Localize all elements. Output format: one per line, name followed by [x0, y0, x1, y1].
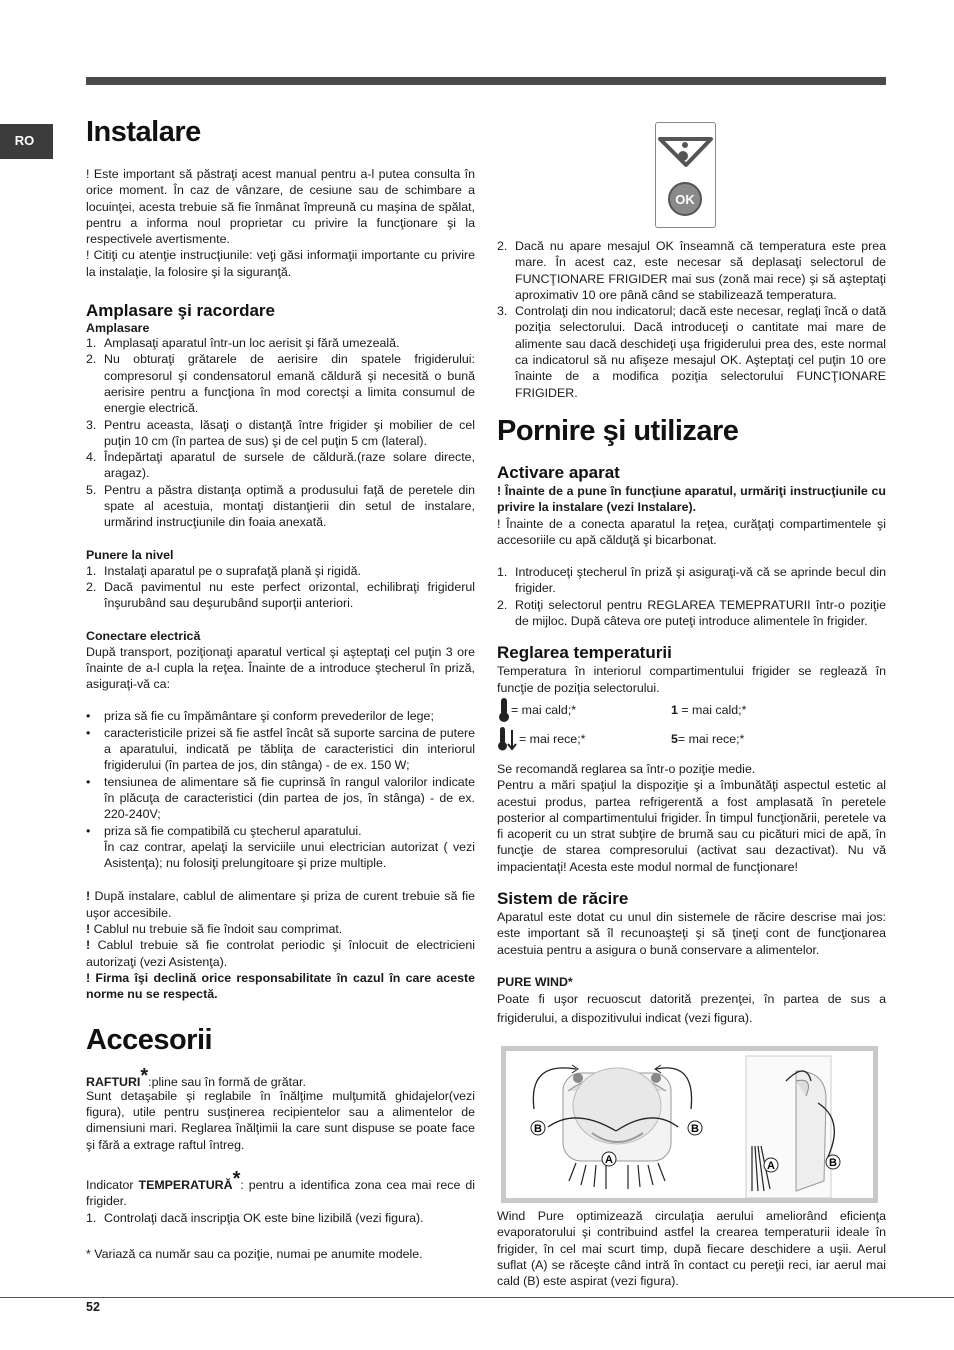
- temp-row-cold: [497, 725, 886, 754]
- warning-2: ! Cablul nu trebuie să fie îndoit sau comprimat.: [86, 921, 343, 936]
- label-a: A: [767, 1160, 775, 1172]
- air-flow-diagram: [506, 1051, 873, 1198]
- pure-wind-figure: [501, 1046, 878, 1203]
- list-item: 3. Pentru aceasta, lăsaţi o distanţă între frigider şi mobilier de cel puţin 10 cm (în partea de sus) şi de cel puţin 5 cm (lateral).: [86, 417, 475, 448]
- section-title-accesorii: Accesorii: [86, 1024, 475, 1058]
- rafturi-line: RAFTURI*:pline sau în formă de grătar.: [86, 1065, 306, 1090]
- pure-wind-paragraph: Poate fi uşor recuoscut datorită prezenţei, în partea de sus a frigiderului, a dispozitivului indicat (vezi figura).: [497, 991, 886, 1025]
- temp-setting-5: 5= mai rece;*: [671, 732, 745, 747]
- section-title-instalare: Instalare: [86, 116, 475, 150]
- list-item: • priza să fie compatibilă cu ştecherul aparatului.: [86, 823, 362, 838]
- list-item: • tensiunea de alimentare să fie cuprinsă în rangul valorilor indicate în plăcuţa de caracteristici (din partea de jos, în stânga) - de ex. 220-240V;: [86, 774, 475, 822]
- electric-bullet-list: [86, 708, 475, 871]
- sistem-paragraph: Aparatul este dotat cu unul din sistemele de răcire descrise mai jos: este important să îl recunoaşteţi şi să ţineţi cont de funcţionarea acestuia pentru a asigura o bună conservare a alimentelor.: [497, 910, 886, 957]
- list-item: 2. Rotiţi selectorul pentru REGLAREA TEMEPRATURII într-o poziţie de mijloc. După câteva ore puteţi introduce alimentele în frigider.: [497, 597, 886, 629]
- language-tab: RO: [0, 124, 53, 159]
- rafturi-paragraph: Sunt detaşabile şi reglabile în înălţime mulţumită ghidajelor(vezi figura), utile pentru susţinerea recipientelor sau a alimentelor de dimensiuni mari. Reglarea înălţimii la care sunt dispuse se poate face şi fără a extrage raftul întreg.: [86, 1088, 475, 1152]
- section-title-pornire: Pornire şi utilizare: [497, 415, 886, 449]
- heading-amplasare-racordare: Amplasare şi racordare: [86, 301, 275, 321]
- page-number: 52: [86, 1300, 100, 1314]
- list-item: 3. Controlaţi din nou indicatorul; dacă este necesar, reglaţi încă o dată poziţia selectorului. Dacă introduceţi o cantitate mai mare de alimente sau dacă deschideţi uşa frigiderului prea des, este normal ca indicatorul să nu afişeze mesajul OK. Aşteptaţi cel puţin 10 ore înainte de a modifica poziţia selectorului FUNCŢIONARE FRIGIDER.: [497, 304, 886, 400]
- subheading-amplasare: Amplasare: [86, 321, 150, 336]
- spatiu-paragraph: Pentru a mări spaţiul la dispoziţie şi a îmbunătăţi aspectul estetic al acestui produs, partea refrigerentă a fost amplasată în peretele posterior al compartimentului frigider. În timpul funcţionării, peretele va fi acoperit cu un strat subţire de brumă sau cu picături mici de apă, în funcţie de starea compresorului (activat sau dezactivat). Nu vă impacientaţi! Acesta este modul normal de funcţionare!: [497, 778, 886, 874]
- subheading-pure-wind: PURE WIND*: [497, 974, 573, 989]
- warning-3: ! Cablul trebuie să fie controlat periodic şi înlocuit de electricieni autorizaţi (vezi Asistenţa).: [86, 938, 476, 969]
- list-item: 1. Controlaţi dacă inscripţia OK este bine lizibilă (vezi figura).: [86, 1210, 424, 1225]
- temp-setting-1: 1 = mai cald;*: [671, 703, 747, 718]
- list-item: 4. Îndepărtaţi aparatul de sursele de căldură.(raze solare directe, aragaz).: [86, 450, 475, 481]
- heading-activare-aparat: Activare aparat: [497, 462, 620, 482]
- footnote: * Variază ca număr sau ca poziţie, numai pe anumite modele.: [86, 1246, 423, 1261]
- warning-1: ! După instalare, cablul de alimentare şi priza de curent trebuie să fie uşor accesibile.: [86, 889, 475, 920]
- thermometer-cold-icon: [497, 726, 519, 752]
- list-item: 2. Dacă nu apare mesajul OK înseamnă că temperatura este prea mare. În acest caz, este necesar să deplasaţi selectorul de FUNCŢIONARE FRIGIDER mai sus (zonă mai rece) şi să aşteptaţi aproximativ 10 ore până când se stabilizează temperatura.: [497, 239, 886, 302]
- list-item: 2. Dacă pavimentul nu este perfect orizontal, echilibraţi frigiderul înşurubând sau deşurubând suporţii anteriori.: [86, 579, 475, 611]
- left-column: [86, 116, 475, 1262]
- list-item: 5. Pentru a păstra distanţa optimă a produsului faţă de peretele din spate al acestuia, montaţi distanţierii din setul de instalare, urmărind instrucţiunile din foaia anexată.: [86, 482, 475, 530]
- list-item: 1. Instalaţi aparatul pe o suprafaţă plană şi rigidă.: [86, 563, 361, 578]
- heading-sistem-racire: Sistem de răcire: [497, 889, 629, 909]
- list-item: 1. Amplasaţi aparatul într-un loc aerisit şi fără umezeală.: [86, 336, 400, 351]
- temp-cold-label: = mai rece;*: [519, 732, 586, 747]
- temperature-indicator-figure: [655, 122, 716, 228]
- instalare-paragraph-1: ! Este important să păstraţi acest manual pentru a-l putea consulta în orice moment. În caz de vânzare, de cesiune sau de schimbare a locuinţei, acesta trebuie să fie înmânat împreună cu maşina de spălat, pentru a informa noul proprietar cu privire la funcţionare şi la respectivele avertismente.: [86, 167, 475, 247]
- list-item: • caracteristicile prizei să fie astfel încât să suporte sarcina de putere a aparatului, indicată pe tăbliţa de caracteristici din interiorul frigiderului (în partea de jos, din stânga) - de ex. 150 W;: [86, 725, 475, 773]
- label-b: B: [534, 1123, 542, 1135]
- footer-rule: [0, 1297, 954, 1298]
- indicator-ok-graphic: [656, 123, 715, 227]
- list-item: În caz contrar, apelaţi la serviciile unui electrician autorizat ( vezi Asistenţa); nu folosiţi prelungitoare şi prize multiple.: [104, 839, 475, 871]
- electric-paragraph: După transport, poziţionaţi aparatul vertical şi aşteptaţi cel puţin 3 ore înainte de a-l cupla la reţea. Înainte de a introduce ştecherul în priză, asiguraţi-vă ca:: [86, 644, 475, 692]
- list-item: • priza să fie cu împământare şi conform prevederilor de lege;: [86, 709, 434, 724]
- activare-paragraph: ! Înainte de a conecta aparatul la reţea, curăţaţi compartimentele şi accesoriile cu apă călduţă şi bicarbonat.: [497, 516, 886, 547]
- label-b: B: [829, 1157, 837, 1169]
- temp-row-warm: [497, 696, 886, 725]
- temp-warm-label: = mai cald;*: [511, 703, 577, 718]
- list-item: 2. Nu obturaţi grătarele de aerisire din spatele frigiderului: compresorul şi condensatorul emană căldură şi necesită o bună aerisire pentru a funcţiona în mod corectşi a limita consumul de energie electrică.: [86, 352, 475, 416]
- label-a: A: [605, 1154, 613, 1166]
- subheading-conectare-electrica: Conectare electrică: [86, 628, 201, 643]
- indicator-line: Indicator TEMPERATURĂ*: pentru a identifica zona cea mai rece di frigider.: [86, 1167, 475, 1209]
- instalare-paragraph-2: ! Citiţi cu atenţie instrucţiunile: veţi găsi informaţii importante cu privire la instalaţie, la folosire şi la siguranţă.: [86, 248, 475, 279]
- warning-4: ! Firma îşi declină orice responsabilitate în cazul în care aceste norme nu se respectă.: [86, 970, 475, 1002]
- thermometer-warm-icon: [497, 697, 511, 723]
- top-rule: [86, 77, 886, 85]
- amplasare-list: [86, 335, 475, 531]
- label-b: B: [691, 1123, 699, 1135]
- activare-warning: ! Înainte de a pune în funcţiune aparatul, urmăriţi instrucţiunile cu privire la instalare (vezi Instalare).: [497, 483, 886, 515]
- wind-paragraph: Wind Pure optimizează circulaţia aerului ameliorând eficienţa evaporatorului şi contribuind astfel la crearea temperaturii ideale în frigider, în cel mai scurt timp, după fiecare deschidere a uşii. Aerul suflat (A) se răceşte când intră în contact cu pereţii reci, iar aerul mai cald (B) este aspirat (vezi figura).: [497, 1209, 886, 1289]
- nivel-list: [86, 563, 475, 612]
- ok-label: OK: [675, 192, 695, 207]
- heading-reglarea-temperaturii: Reglarea temperaturii: [497, 643, 672, 663]
- reglarea-paragraph: Temperatura în interiorul compartimentului frigider se reglează în funcţie de poziţia selectorului.: [497, 664, 886, 695]
- wind-text-block: [497, 1208, 886, 1289]
- list-item: 1. Introduceţi ştecherul în priză şi asiguraţi-vă că se aprinde becul din frigider.: [497, 565, 886, 596]
- right-column: [497, 238, 886, 1028]
- recomanda-line: Se recomandă reglarea sa într-o poziţie medie.: [497, 761, 756, 776]
- subheading-punere-nivel: Punere la nivel: [86, 547, 174, 562]
